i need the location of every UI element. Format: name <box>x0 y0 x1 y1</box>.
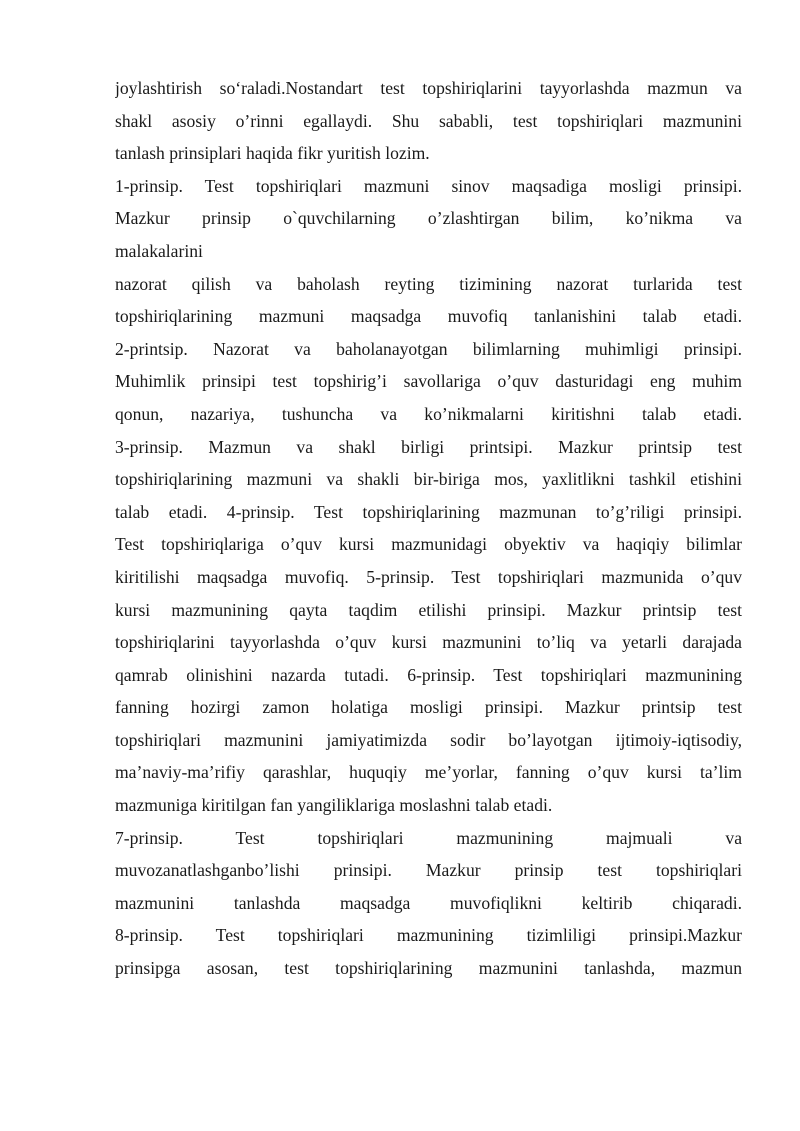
text-line: topshiriqlarining mazmuni va shakli bir-biriga mos, yaxlitlikni tashkil etishini <box>115 469 742 490</box>
text-line: shakl asosiy o’rinni egallaydi. Shu sababli, test topshiriqlari mazmunini <box>115 110 742 131</box>
text-line: malakalarini <box>115 240 203 261</box>
text-line: kiritilishi maqsadga muvofiq. 5-prinsip. Test topshiriqlari mazmunida o’quv <box>115 566 742 587</box>
text-line: muvozanatlashganbo’lishi prinsipi. Mazkur prinsip test topshiriqlari <box>115 860 742 881</box>
text-line: topshiriqlarini tayyorlashda o’quv kursi mazmunini to’liq va yetarli darajada <box>115 632 742 653</box>
text-line: mazmuniga kiritilgan fan yangiliklariga moslashni talab etadi. <box>115 795 553 816</box>
text-line: Muhimlik prinsipi test topshirig’i savollariga o’quv dasturidagi eng muhim <box>115 371 742 392</box>
text-line: qonun, nazariya, tushuncha va ko’nikmalarni kiritishni talab etadi. <box>115 403 742 424</box>
text-line: topshiriqlarining mazmuni maqsadga muvofiq tanlanishini talab etadi. <box>115 306 742 327</box>
text-line: topshiriqlari mazmunini jamiyatimizda sodir bo’layotgan ijtimoiy-iqtisodiy, <box>115 729 742 750</box>
text-line: 7-prinsip. Test topshiriqlari mazmunining majmuali va <box>115 827 742 848</box>
text-line: tanlash prinsiplari haqida fikr yuritish lozim. <box>115 143 430 164</box>
text-line: 8-prinsip. Test topshiriqlari mazmunining tizimliligi prinsipi.Mazkur <box>115 925 742 946</box>
text-line: ma’naviy-ma’rifiy qarashlar, huquqiy me’yorlar, fanning o’quv kursi ta’lim <box>115 762 742 783</box>
text-line: Mazkur prinsip o`quvchilarning o’zlashtirgan bilim, ko’nikma va <box>115 208 742 229</box>
text-line: 2-printsip. Nazorat va baholanayotgan bilimlarning muhimligi prinsipi. <box>115 338 742 359</box>
text-line: qamrab olinishini nazarda tutadi. 6-prinsip. Test topshiriqlari mazmunining <box>115 664 742 685</box>
text-line: 1-prinsip. Test topshiriqlari mazmuni sinov maqsadiga mosligi prinsipi. <box>115 175 742 196</box>
text-line: Test topshiriqlariga o’quv kursi mazmunidagi obyektiv va haqiqiy bilimlar <box>115 534 742 555</box>
text-line: talab etadi. 4-prinsip. Test topshiriqlarining mazmunan to’g’riligi prinsipi. <box>115 501 742 522</box>
text-line: kursi mazmunining qayta taqdim etilishi prinsipi. Mazkur printsip test <box>115 599 742 620</box>
text-line: 3-prinsip. Mazmun va shakl birligi printsipi. Mazkur printsip test <box>115 436 742 457</box>
text-line: mazmunini tanlashda maqsadga muvofiqlikni keltirib chiqaradi. <box>115 892 742 913</box>
text-line: nazorat qilish va baholash reyting tizimining nazorat turlarida test <box>115 273 742 294</box>
text-line: fanning hozirgi zamon holatiga mosligi prinsipi. Mazkur printsip test <box>115 697 742 718</box>
text-line: joylashtirish so‘raladi.Nostandart test topshiriqlarini tayyorlashda mazmun va <box>115 78 742 98</box>
body-text <box>115 72 742 985</box>
text-line: prinsipga asosan, test topshiriqlarining mazmunini tanlashda, mazmun <box>115 958 742 979</box>
